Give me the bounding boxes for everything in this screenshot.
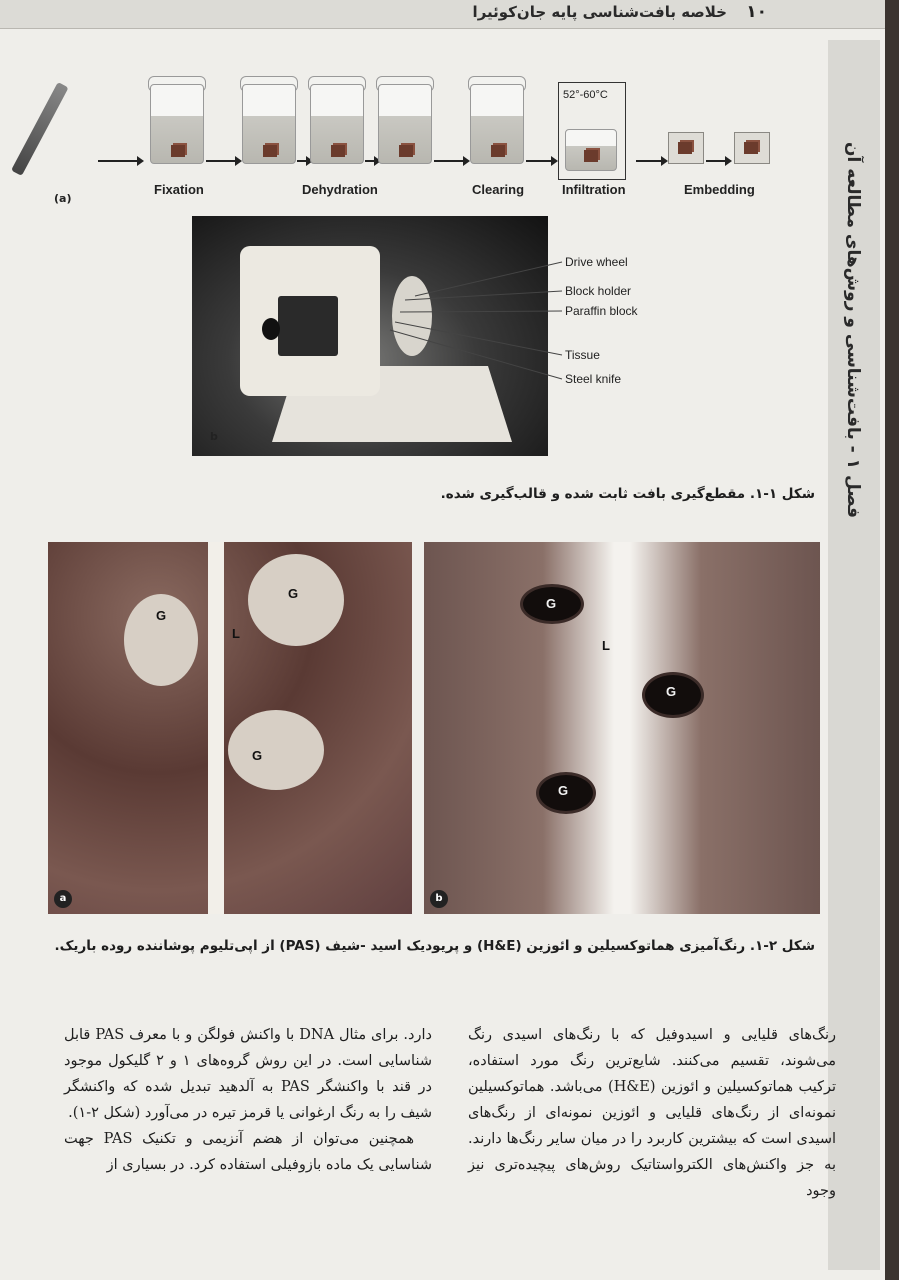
page-number: ۱۰ — [746, 2, 767, 22]
step-dehydration: Dehydration — [302, 182, 378, 197]
callout-steel-knife: Steel knife — [565, 372, 622, 386]
step-embedding: Embedding — [684, 182, 755, 197]
label-g: G — [252, 748, 263, 763]
step-fixation: Fixation — [154, 182, 204, 197]
paragraph: دارد. برای مثال DNA با واکنش فولگن و با معرف PAS قابل شناسایی است. در این روش گروه‌های ۱ و ۲ گلیکول موجود در قند با واکنشگر PAS به آلدهید تبدیل شده که واکنشگر شیف را به رنگ ارغوانی یا قرمز تیره در می‌آورد (شکل ۲-۱). — [64, 1027, 432, 1121]
figure-1-caption: شکل ۱-۱. مقطع‌گیری بافت ثابت شده و قالب‌گیری شده. — [440, 486, 815, 502]
micrograph-pas — [424, 542, 820, 914]
chapter-title: فصل ۱ - بافت‌شناسی و روش‌های مطالعه آن — [843, 141, 863, 519]
figure-2-caption: شکل ۲-۱. رنگ‌آمیزی هماتوکسیلین و ائوزین (H&E) و پریودیک اسید -شیف (PAS) از اپی‌تلیوم پوشاننده روده باریک. — [54, 938, 815, 954]
label-l: L — [602, 638, 610, 653]
callout-paraffin-block: Paraffin block — [565, 304, 638, 318]
label-g: G — [558, 783, 569, 798]
panel-b-corner: b — [430, 890, 448, 908]
panel-a-corner: a — [54, 890, 72, 908]
label-g: G — [666, 684, 677, 699]
body-column-left — [64, 1022, 432, 1178]
panel-a-label: (a) — [54, 192, 72, 205]
label-l: L — [232, 626, 240, 641]
paragraph: همچنین می‌توان از هضم آنزیمی و تکنیک PAS جهت شناسایی یک ماده بازوفیلی استفاده کرد. در بسیاری از — [64, 1131, 432, 1173]
callout-lines — [0, 0, 885, 480]
micrograph-he — [48, 542, 412, 914]
paragraph: رنگ‌های قلیایی و اسیدوفیل که با رنگ‌های اسیدی رنگ می‌شوند، تقسیم می‌کنند. شایع‌ترین رنگ مورد استفاده، ترکیب هماتوکسیلین و ائوزین (H&E) می‌باشد. هماتوکسیلین نمونه‌ای از رنگ‌های قلیایی و ائوزین نمونه‌ای از رنگ‌های اسیدی است که بیشترین کاربرد را در میان سایر رنگ‌ها دارند. به جز واکنش‌های الکترواستاتیک روش‌های پیچیده‌تری نیز وجود — [468, 1027, 837, 1199]
label-g: G — [546, 596, 557, 611]
label-g: G — [156, 608, 167, 623]
panel-b-label: b — [210, 430, 218, 443]
callout-block-holder: Block holder — [565, 284, 632, 298]
callout-drive-wheel: Drive wheel — [565, 255, 628, 269]
step-infiltration: Infiltration — [562, 182, 626, 197]
lumen — [208, 542, 224, 914]
label-g: G — [288, 586, 299, 601]
goblet-cell — [228, 710, 324, 790]
temperature-label: 52°-60°C — [563, 89, 608, 101]
callout-tissue: Tissue — [565, 348, 600, 362]
step-clearing: Clearing — [472, 182, 525, 197]
body-column-right — [468, 1022, 836, 1204]
running-title: خلاصه بافت‌شناسی پایه جان‌کوئیرا — [472, 3, 727, 21]
